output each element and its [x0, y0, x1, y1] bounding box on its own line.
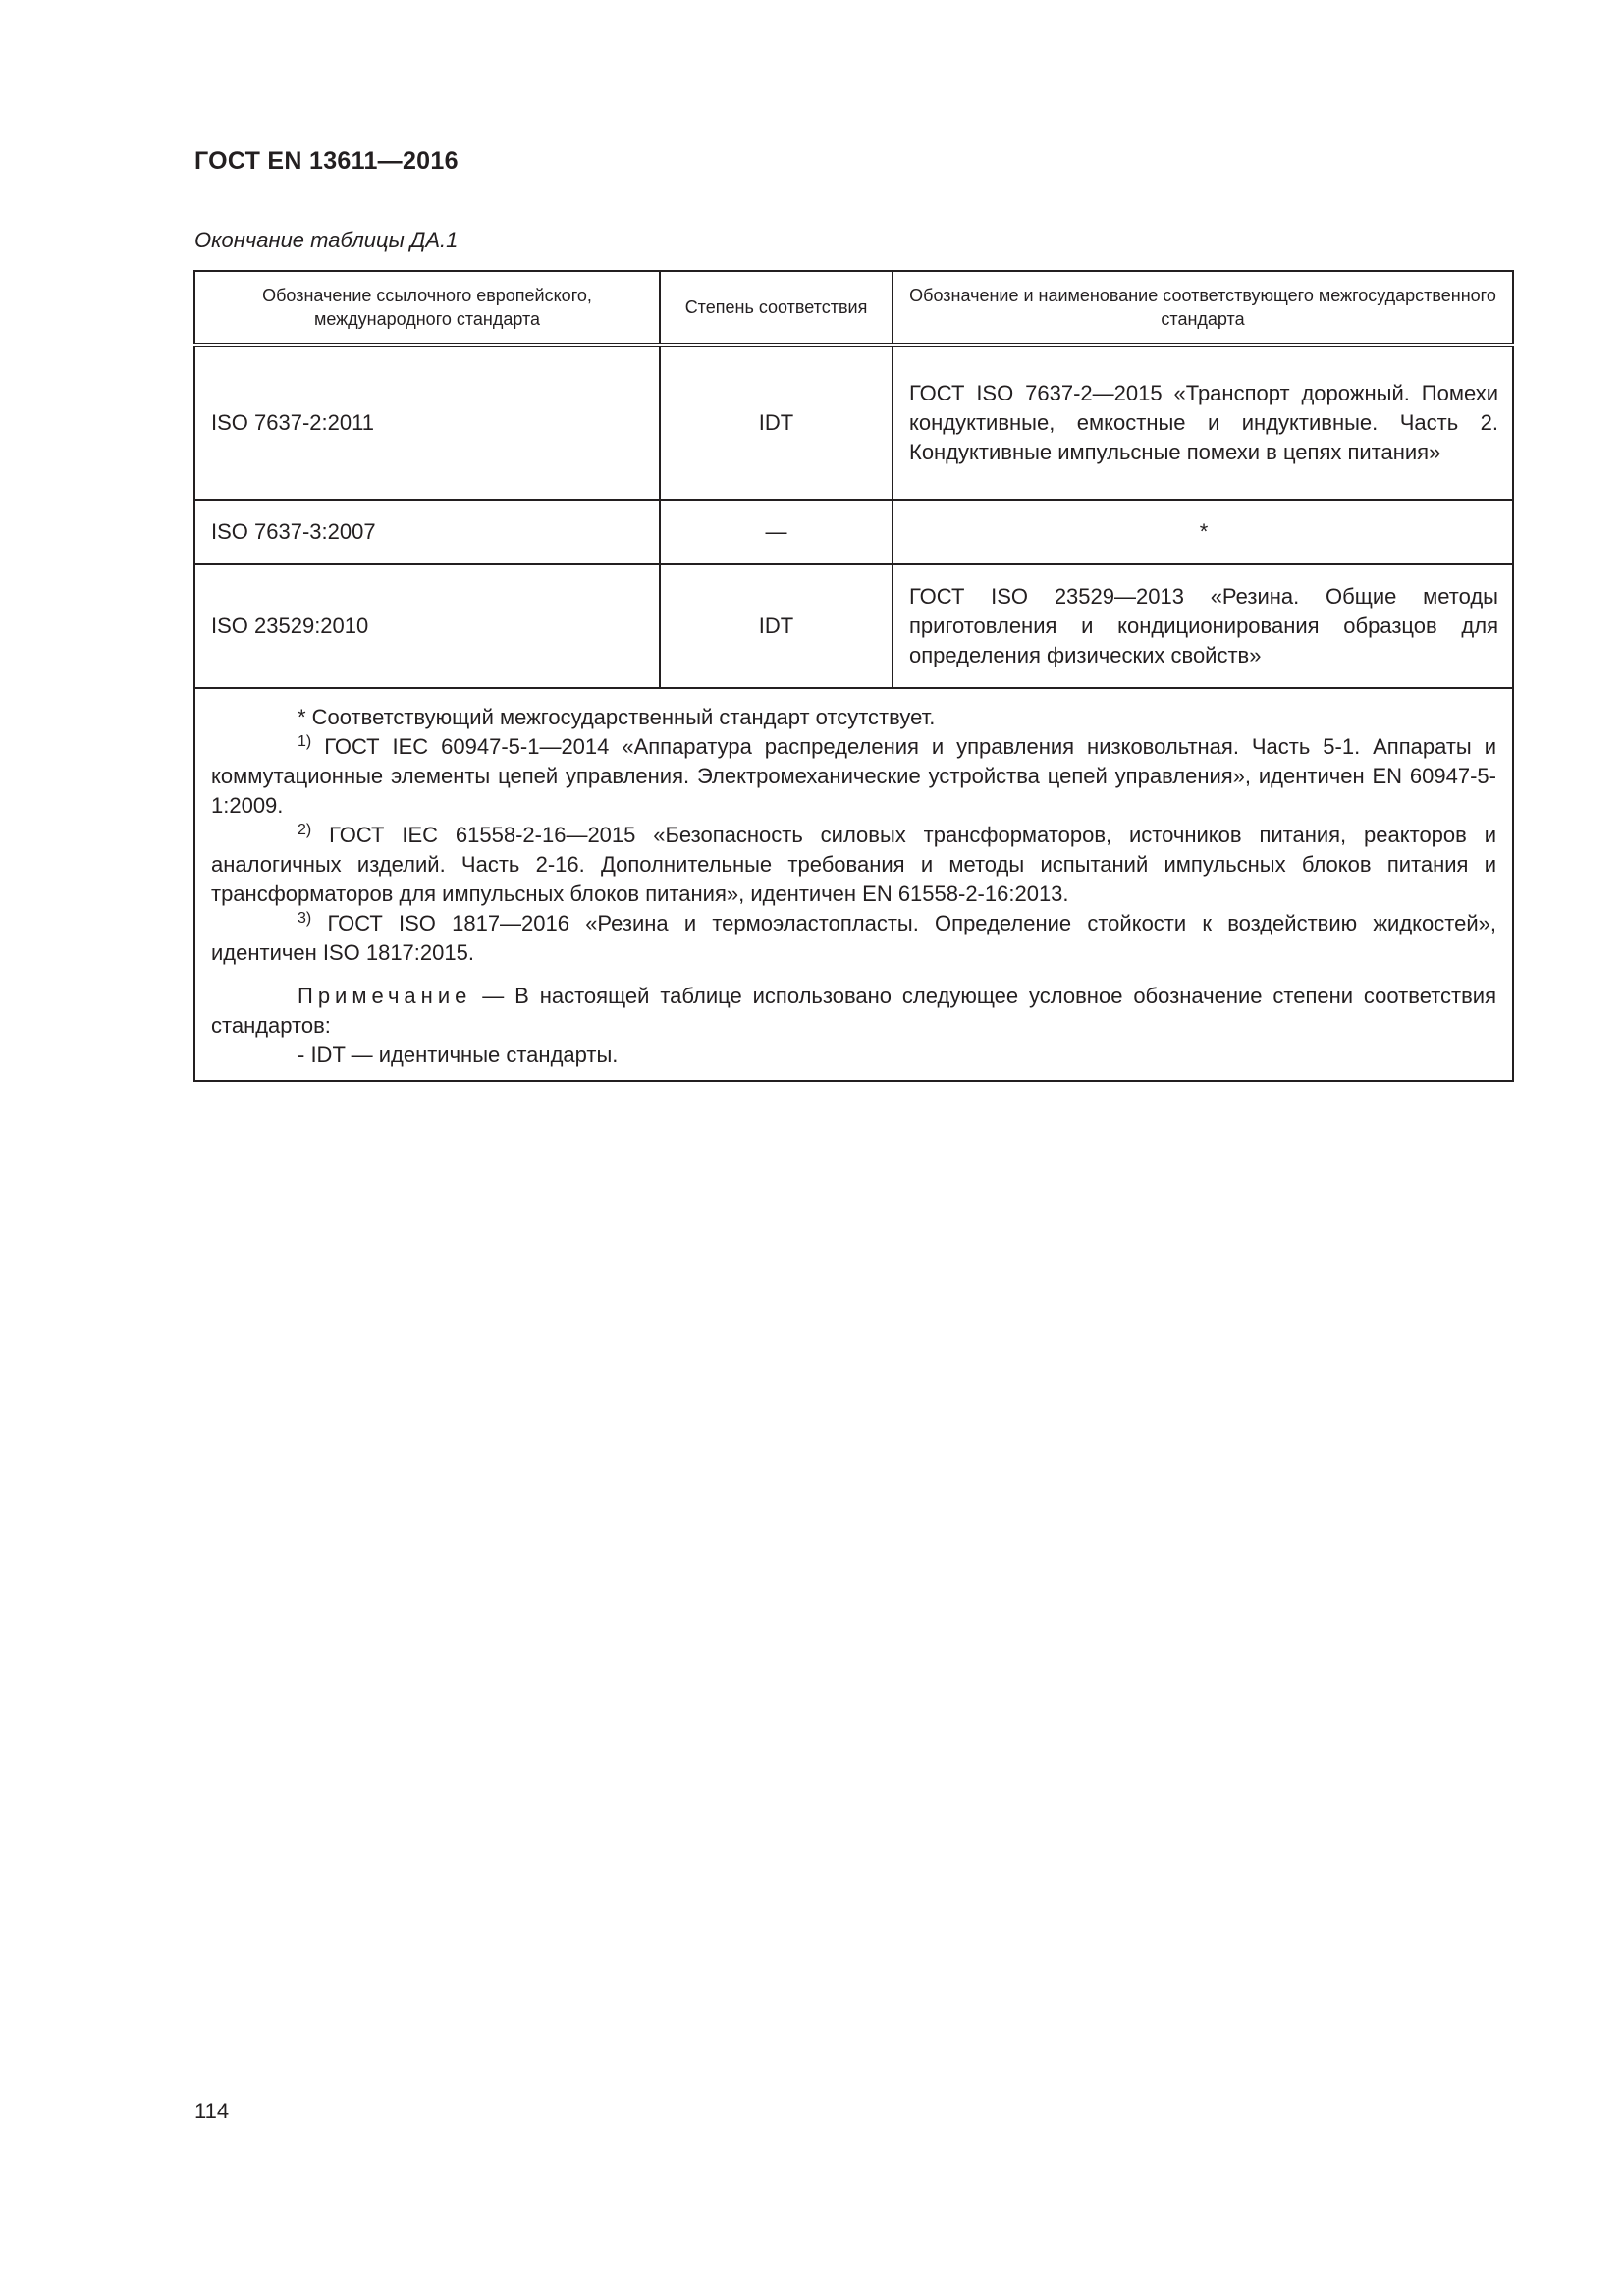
degree-cell: IDT [660, 564, 893, 688]
degree-cell: — [660, 500, 893, 564]
note-text: — В настоящей таблице использовано следующее условное обозначение степени соответствия стандартов: [211, 984, 1496, 1038]
footnote-3-text: ГОСТ ISO 1817—2016 «Резина и термоэластопласты. Определение стойкости к воздействию жидкостей», идентичен ISO 1817:2015. [211, 911, 1496, 965]
interstate-standard-cell: * [893, 500, 1513, 564]
footnote-star: * Соответствующий межгосударственный стандарт отсутствует. [298, 705, 936, 729]
ref-standard-cell: ISO 7637-3:2007 [194, 500, 660, 564]
table-notes-row [194, 688, 1513, 1081]
table-row [194, 564, 1513, 688]
footnote-1-mark: 1) [298, 733, 312, 750]
standards-table [193, 270, 1512, 1082]
footnote-2-text: ГОСТ IEC 61558-2-16—2015 «Безопасность силовых трансформаторов, источников питания, реакторов и аналогичных изделий. Часть 2-16. Дополнительные требования и методы испытаний импульсных блоков питания и трансформаторов для импульсных блоков питания», идентичен EN 61558-2-16:2013. [211, 823, 1496, 906]
footnote-3 [211, 909, 1496, 968]
column-header-ref: Обозначение ссылочного европейского, международного стандарта [194, 271, 660, 345]
interstate-standard-cell: ГОСТ ISO 7637-2—2015 «Транспорт дорожный. Помехи кондуктивные, емкостные и индуктивные. Часть 2. Кондуктивные импульсные помехи в цепях питания» [893, 345, 1513, 500]
degree-cell: IDT [660, 345, 893, 500]
footnote-2-mark: 2) [298, 822, 312, 838]
column-header-name: Обозначение и наименование соответствующего межгосударственного стандарта [893, 271, 1513, 345]
table-row [194, 500, 1513, 564]
table-caption: Окончание таблицы ДА.1 [194, 228, 459, 252]
footnote-1 [211, 732, 1496, 821]
table-header-row [194, 271, 1513, 345]
page-number: 114 [194, 2099, 230, 2123]
footnote-3-mark: 3) [298, 910, 312, 927]
note-item: - IDT — идентичные стандарты. [298, 1042, 619, 1067]
document-header: ГОСТ EN 13611—2016 [194, 147, 459, 175]
column-header-degree: Степень соответствия [660, 271, 893, 345]
table-note [211, 982, 1496, 1041]
ref-standard-cell: ISO 7637-2:2011 [194, 345, 660, 500]
note-label: Примечание [298, 984, 472, 1008]
ref-standard-cell: ISO 23529:2010 [194, 564, 660, 688]
footnote-1-text: ГОСТ IEC 60947-5-1—2014 «Аппаратура распределения и управления низковольтная. Часть 5-1. Аппараты и коммутационные элементы цепей управления. Электромеханические устройства цепей управления», идентичен EN 60947-5-1:2009. [211, 734, 1496, 818]
table-notes-cell [194, 688, 1513, 1081]
table-row [194, 345, 1513, 500]
footnote-2 [211, 821, 1496, 909]
interstate-standard-cell: ГОСТ ISO 23529—2013 «Резина. Общие методы приготовления и кондиционирования образцов для определения физических свойств» [893, 564, 1513, 688]
